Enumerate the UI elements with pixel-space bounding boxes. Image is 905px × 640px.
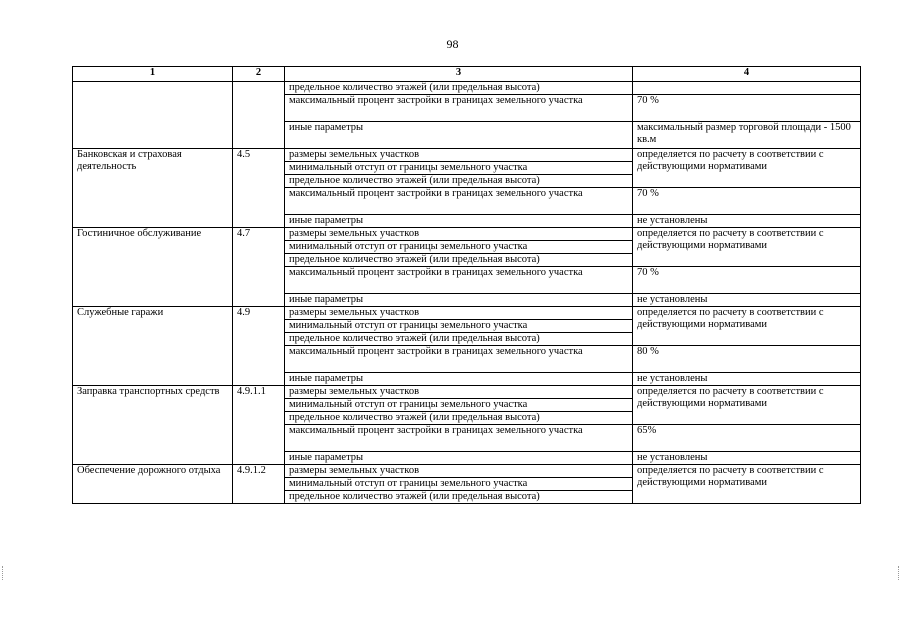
other-value: не установлены bbox=[633, 294, 861, 307]
header-col-4: 4 bbox=[633, 67, 861, 82]
coverage-value: 80 % bbox=[633, 346, 861, 373]
param-floors: предельное количество этажей (или предельная высота) bbox=[285, 82, 633, 95]
param-coverage: максимальный процент застройки в границах земельного участка bbox=[285, 425, 633, 452]
use-name-cell bbox=[73, 82, 233, 149]
calc-value: определяется по расчету в соответствии с действующими нормативами bbox=[633, 149, 861, 188]
other-value: не установлены bbox=[633, 373, 861, 386]
scan-edge-mark-left bbox=[2, 566, 4, 580]
param-setback: минимальный отступ от границы земельного участка bbox=[285, 478, 633, 491]
param-sizes: размеры земельных участков bbox=[285, 307, 633, 320]
param-floors: предельное количество этажей (или предельная высота) bbox=[285, 491, 633, 504]
use-code: 4.9.1.1 bbox=[233, 386, 285, 465]
use-code: 4.9.1.2 bbox=[233, 465, 285, 504]
coverage-value: 65% bbox=[633, 425, 861, 452]
calc-value: определяется по расчету в соответствии с действующими нормативами bbox=[633, 465, 861, 504]
header-row bbox=[73, 67, 861, 82]
calc-value: определяется по расчету в соответствии с действующими нормативами bbox=[633, 307, 861, 346]
param-coverage: максимальный процент застройки в границах земельного участка bbox=[285, 267, 633, 294]
param-other: иные параметры bbox=[285, 452, 633, 465]
param-setback: минимальный отступ от границы земельного участка bbox=[285, 162, 633, 175]
param-other: иные параметры bbox=[285, 373, 633, 386]
page-number: 98 bbox=[446, 37, 459, 51]
param-setback: минимальный отступ от границы земельного участка bbox=[285, 320, 633, 333]
param-sizes: размеры земельных участков bbox=[285, 149, 633, 162]
use-code-cell bbox=[233, 82, 285, 149]
use-name: Банковская и страховая деятельность bbox=[73, 149, 233, 228]
param-floors: предельное количество этажей (или предельная высота) bbox=[285, 333, 633, 346]
use-code: 4.7 bbox=[233, 228, 285, 307]
param-floors: предельное количество этажей (или предельная высота) bbox=[285, 175, 633, 188]
header-col-1: 1 bbox=[73, 67, 233, 82]
table-row bbox=[73, 149, 861, 162]
other-value: не установлены bbox=[633, 215, 861, 228]
scan-edge-mark-right bbox=[898, 566, 900, 580]
use-code: 4.5 bbox=[233, 149, 285, 228]
table-row bbox=[73, 307, 861, 320]
param-coverage: максимальный процент застройки в границах земельного участка bbox=[285, 346, 633, 373]
param-sizes: размеры земельных участков bbox=[285, 228, 633, 241]
param-other: иные параметры bbox=[285, 122, 633, 149]
use-name: Гостиничное обслуживание bbox=[73, 228, 233, 307]
table-row bbox=[73, 82, 861, 95]
table-row bbox=[73, 228, 861, 241]
param-coverage: максимальный процент застройки в границах земельного участка bbox=[285, 188, 633, 215]
param-other: иные параметры bbox=[285, 215, 633, 228]
param-sizes: размеры земельных участков bbox=[285, 465, 633, 478]
table-row bbox=[73, 465, 861, 478]
param-floors: предельное количество этажей (или предельная высота) bbox=[285, 412, 633, 425]
calc-value: определяется по расчету в соответствии с действующими нормативами bbox=[633, 228, 861, 267]
use-code: 4.9 bbox=[233, 307, 285, 386]
table-row bbox=[73, 386, 861, 399]
param-setback: минимальный отступ от границы земельного участка bbox=[285, 241, 633, 254]
use-name: Заправка транспортных средств bbox=[73, 386, 233, 465]
use-name: Обеспечение дорожного отдыха bbox=[73, 465, 233, 504]
header-col-2: 2 bbox=[233, 67, 285, 82]
value-cell bbox=[633, 82, 861, 95]
use-name: Служебные гаражи bbox=[73, 307, 233, 386]
param-coverage: максимальный процент застройки в границах земельного участка bbox=[285, 95, 633, 122]
coverage-value: 70 % bbox=[633, 267, 861, 294]
header-col-3: 3 bbox=[285, 67, 633, 82]
param-sizes: размеры земельных участков bbox=[285, 386, 633, 399]
param-floors: предельное количество этажей (или предельная высота) bbox=[285, 254, 633, 267]
param-setback: минимальный отступ от границы земельного участка bbox=[285, 399, 633, 412]
land-use-parameters-table bbox=[72, 66, 861, 504]
other-value: не установлены bbox=[633, 452, 861, 465]
coverage-value: 70 % bbox=[633, 95, 861, 122]
calc-value: определяется по расчету в соответствии с действующими нормативами bbox=[633, 386, 861, 425]
coverage-value: 70 % bbox=[633, 188, 861, 215]
other-value: максимальный размер торговой площади - 1500 кв.м bbox=[633, 122, 861, 149]
param-other: иные параметры bbox=[285, 294, 633, 307]
